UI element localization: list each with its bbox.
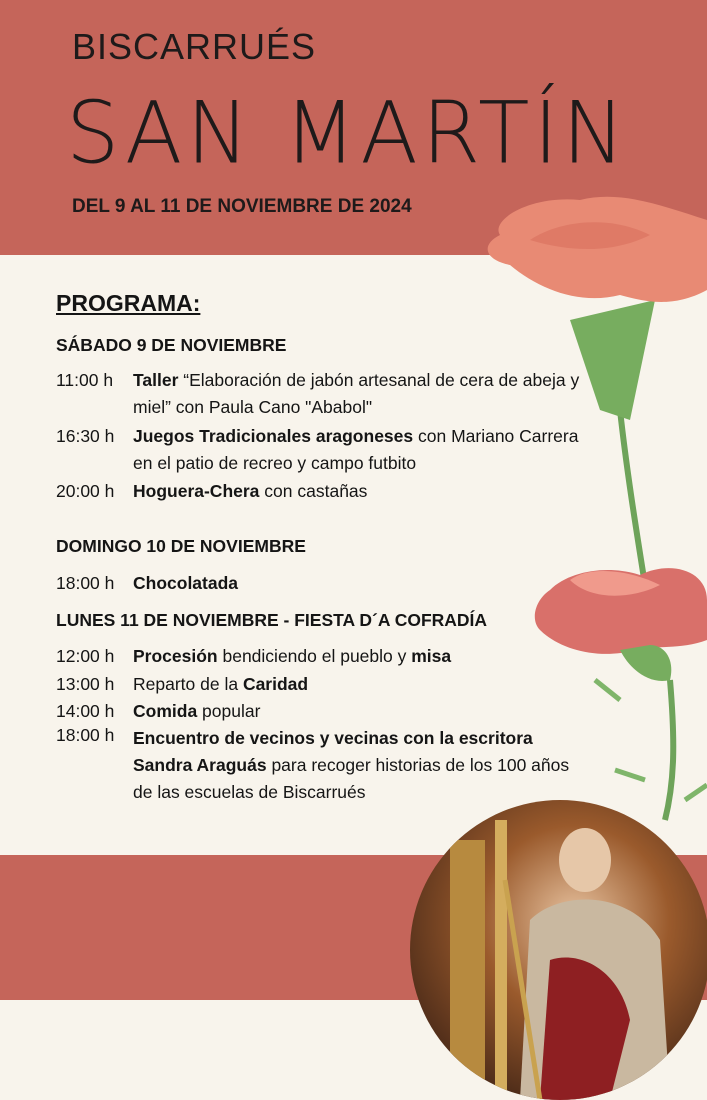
day-heading-monday: LUNES 11 DE NOVIEMBRE - FIESTA D´A COFRADÍA: [56, 610, 488, 630]
saint-martin-photo: [410, 800, 707, 1100]
event-description: [133, 725, 588, 806]
event-time: 12:00 h: [56, 646, 115, 666]
event-title-bold: Comida: [133, 701, 198, 721]
event-time: 11:00 h: [56, 370, 114, 390]
event-time: 13:00 h: [56, 674, 115, 694]
event-title-bold: Encuentro de vecinos y vecinas con la escritora Sandra Araguás: [133, 728, 533, 775]
day-heading-saturday: SÁBADO 9 DE NOVIEMBRE: [56, 335, 287, 355]
event-detail: con Mariano Carrera en el patio de recreo y campo futbito: [133, 426, 579, 473]
event-detail: “Elaboración de jabón artesanal de cera de abeja y miel” con Paula Cano "Ababol": [133, 370, 580, 417]
event-time: 20:00 h: [56, 481, 115, 501]
event-detail: bendiciendo el pueblo y: [217, 646, 412, 666]
event-description: [133, 367, 588, 421]
event-title-bold: Caridad: [242, 674, 309, 694]
day-heading-sunday: DOMINGO 10 DE NOVIEMBRE: [56, 536, 306, 556]
event-detail: para recoger historias de los 100 años de las escuelas de Biscarrués: [133, 755, 570, 802]
program-heading: PROGRAMA:: [56, 290, 201, 316]
event-title-bold: Chocolatada: [133, 573, 239, 593]
event-detail: popular: [197, 701, 261, 721]
event-dates: DEL 9 AL 11 DE NOVIEMBRE DE 2024: [72, 196, 412, 217]
event-detail: con castañas: [259, 481, 368, 501]
event-description: [133, 671, 588, 698]
event-title: SAN MARTÍN: [66, 83, 629, 183]
event-description: [133, 643, 588, 670]
event-time: 18:00 h: [56, 725, 115, 745]
event-title-bold: Juegos Tradicionales aragoneses: [133, 426, 414, 446]
event-time: 14:00 h: [56, 701, 115, 721]
event-title-bold: Taller: [133, 370, 179, 390]
event-title-bold: Hoguera-Chera: [133, 481, 260, 501]
event-description: [133, 698, 588, 725]
event-description: [133, 478, 588, 505]
event-description: [133, 570, 588, 597]
event-title-bold: Procesión: [133, 646, 218, 666]
event-detail: Reparto de la: [133, 674, 243, 694]
town-name: BISCARRUÉS: [72, 26, 317, 67]
event-time: 18:00 h: [56, 573, 115, 593]
event-title-bold: misa: [411, 646, 452, 666]
event-description: [133, 423, 588, 477]
event-time: 16:30 h: [56, 426, 115, 446]
